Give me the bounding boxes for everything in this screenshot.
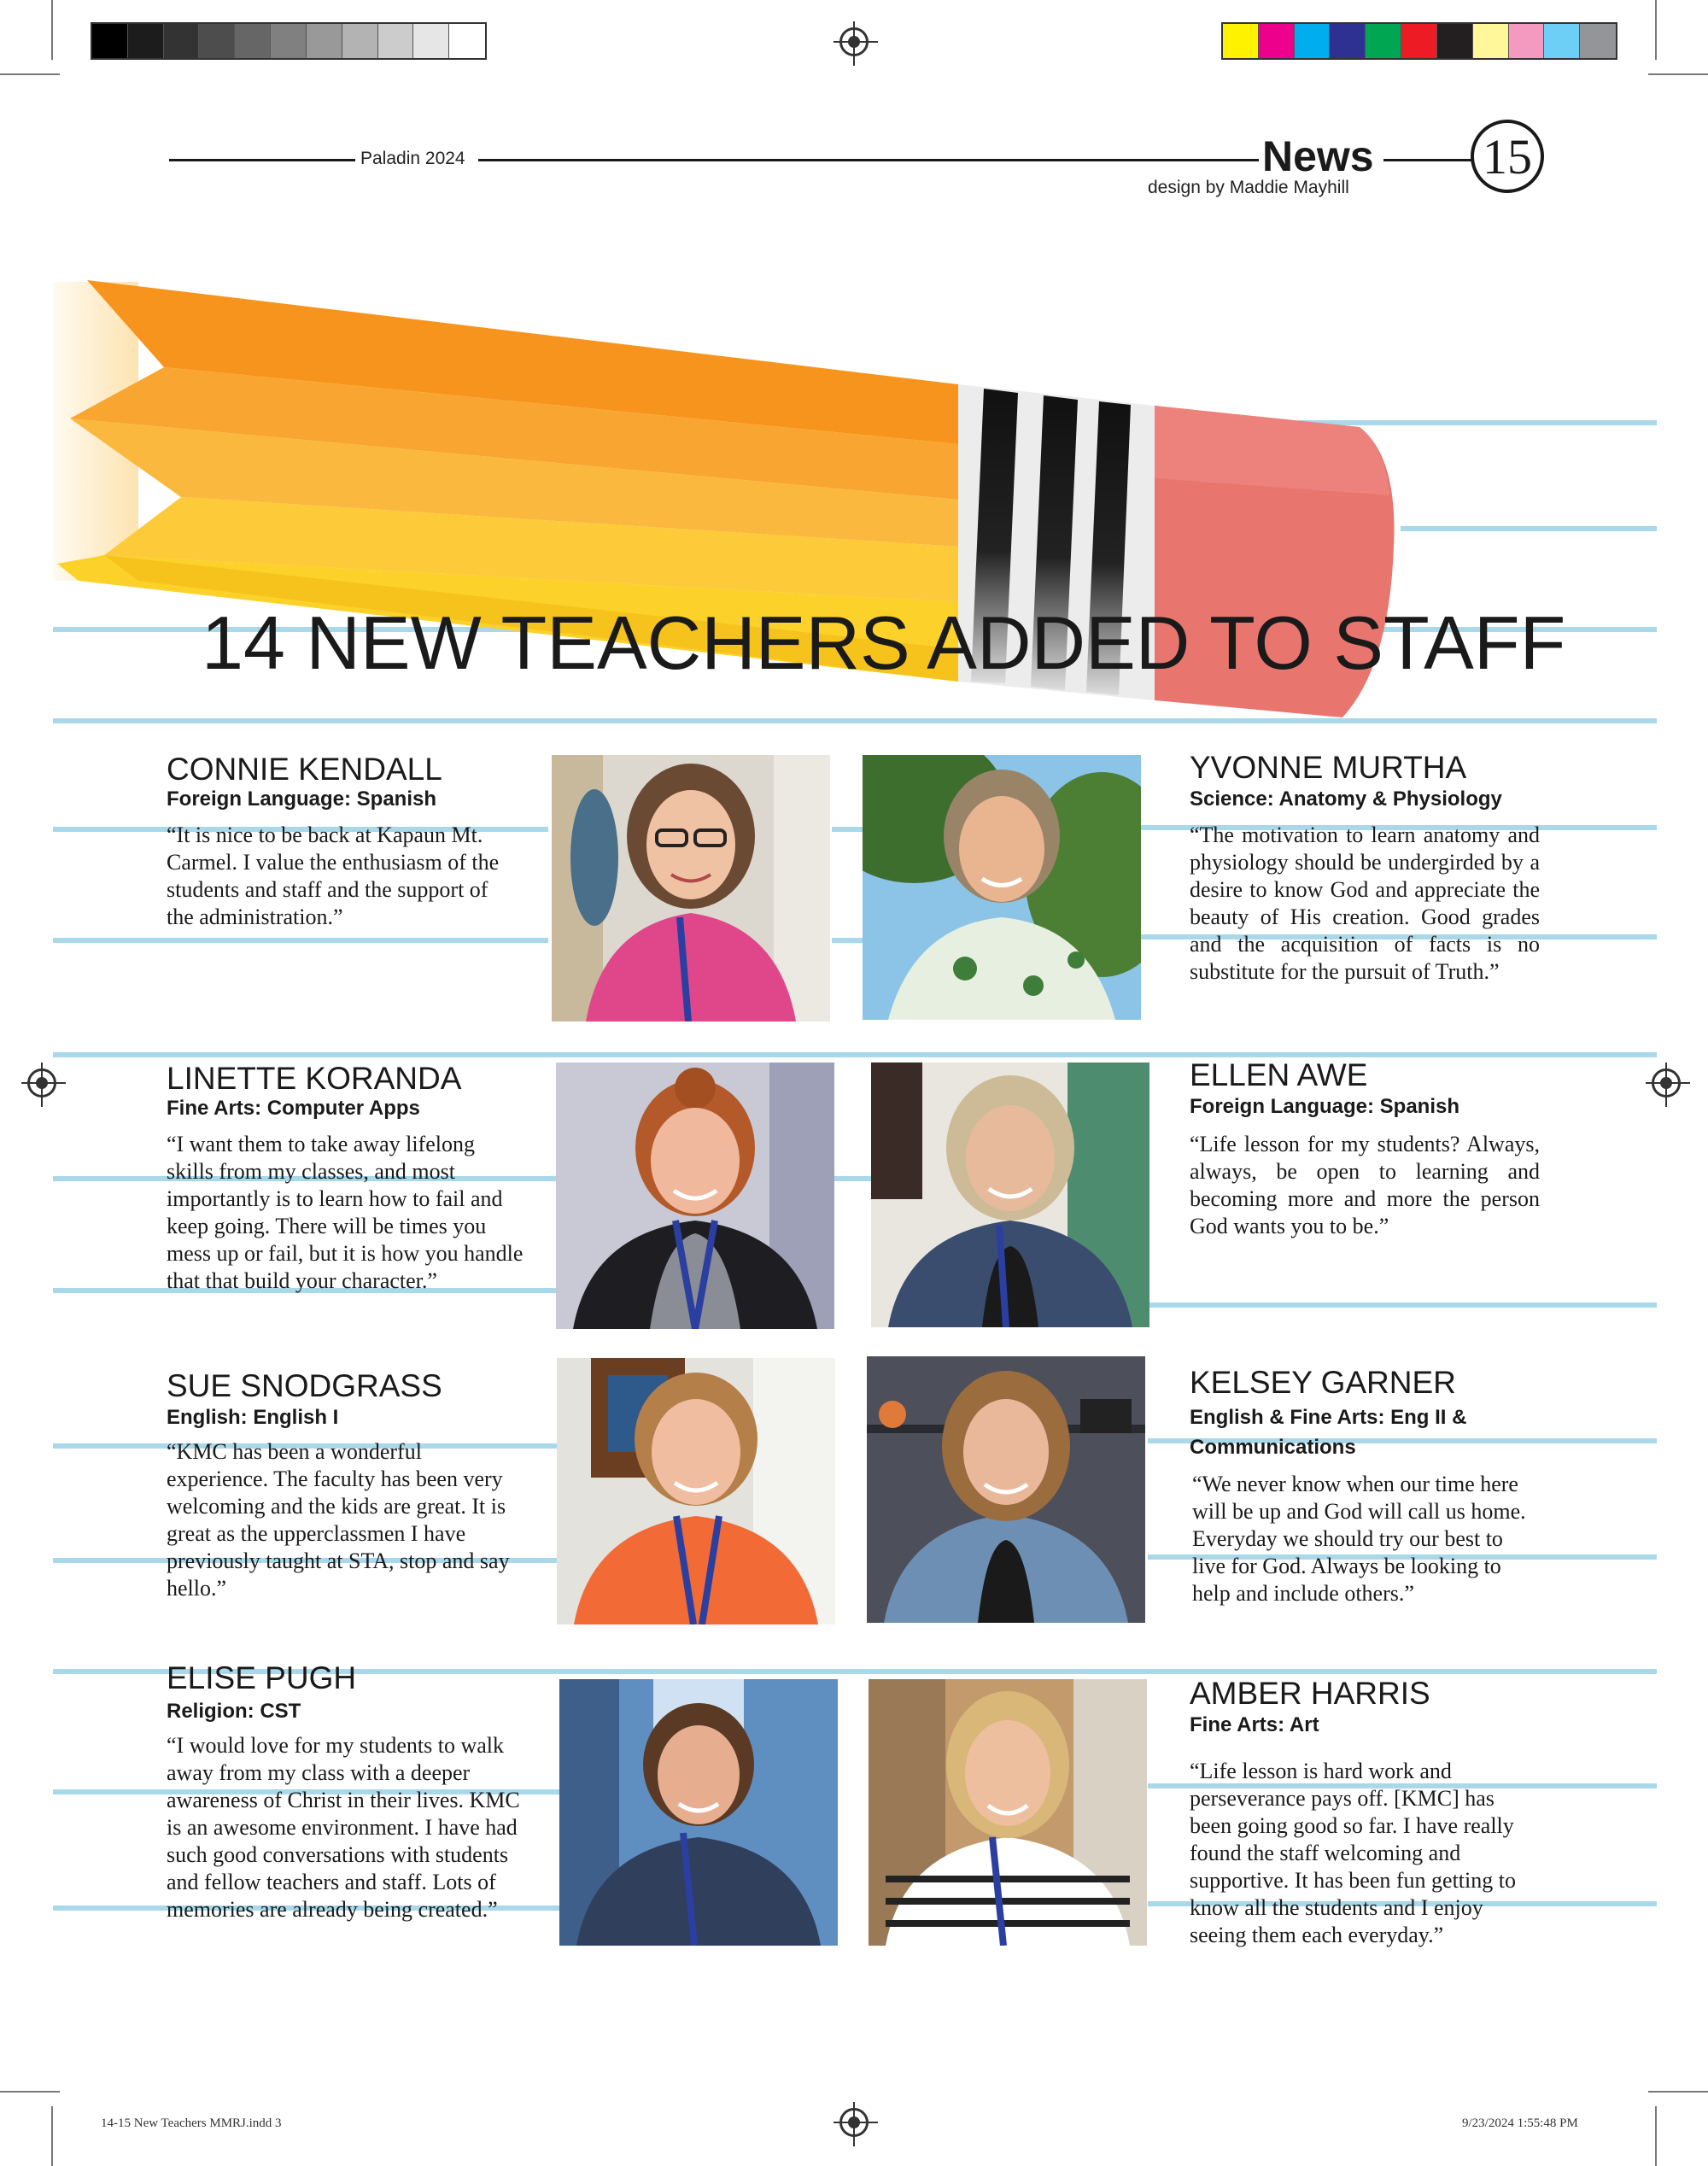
section-title: News	[1262, 132, 1374, 180]
header-rule-left	[169, 159, 355, 161]
teacher-name: SUE SNODGRASS	[167, 1368, 442, 1403]
design-credit: design by Maddie Mayhill	[1148, 178, 1349, 197]
publication-name: Paladin 2024	[360, 149, 465, 168]
teacher-subject: Foreign Language: Spanish	[1190, 1095, 1460, 1118]
teacher-subject: English & Fine Arts: Eng II & Communications	[1190, 1406, 1467, 1459]
teacher-name: CONNIE KENDALL	[167, 752, 442, 787]
header-rule-middle	[478, 159, 1259, 161]
teacher-quote: “I want them to take away lifelong skills from my classes, and most importantly is to learn how to fail and keep going. There will be times you mess up or fail, but it is how you handle that that build your character.”	[167, 1132, 524, 1293]
registration-mark-left-icon	[27, 1068, 56, 1098]
teacher-subject: Fine Arts: Art	[1190, 1713, 1319, 1736]
teacher-quote: “Life lesson is hard work and perseverance pays off. [KMC] has been going good so far. I have really found the staff welcoming and supportive. It has been fun getting to know all the students and I enjoy seeing them each everyday.”	[1190, 1759, 1516, 1947]
teacher-quote: “KMC has been a wonderful experience. The faculty has been very welcoming and the kids are great. It is great as the upperclassmen I have previously taught at STA, stop and say hello.”	[167, 1439, 510, 1601]
registration-mark-bottom-icon	[839, 2108, 869, 2137]
teacher-photo	[863, 755, 1141, 1020]
teacher-photo	[552, 755, 830, 1022]
teacher-name: ELISE PUGH	[167, 1660, 357, 1695]
teacher-subject: English: English I	[167, 1406, 339, 1429]
slug-file-name: 14-15 New Teachers MMRJ.indd 3	[101, 2116, 282, 2130]
teacher-photo	[556, 1063, 834, 1329]
teacher-quote: “It is nice to be back at Kapaun Mt. Carmel. I value the enthusiasm of the students and staff and the support of the administration.”	[167, 822, 500, 929]
page-number: 15	[1471, 120, 1544, 193]
teacher-quote: “The motivation to learn anatomy and physiology should be undergirded by a desire to know God and appreciate the beauty of His creation. Good grades and the acquisition of facts is no substitute for the pursuit of Truth.”	[1190, 822, 1540, 984]
registration-mark-right-icon	[1652, 1068, 1681, 1098]
teacher-name: ELLEN AWE	[1190, 1057, 1368, 1092]
teacher-quote: “I would love for my students to walk away from my class with a deeper awareness of Christ in their lives. KMC is an awesome environment. I have had such good conversations with students and fellow teachers and staff. Lots of memories are already being created.”	[167, 1733, 520, 1922]
teacher-subject: Fine Arts: Computer Apps	[167, 1097, 420, 1120]
teacher-name: KELSEY GARNER	[1190, 1365, 1456, 1400]
teacher-subject: Foreign Language: Spanish	[167, 787, 437, 811]
teacher-quote: “Life lesson for my students? Always, always, be open to learning and becoming more and more the person God wants you to be.”	[1190, 1132, 1540, 1238]
teacher-photo	[867, 1356, 1145, 1623]
teacher-photo	[869, 1679, 1147, 1946]
teacher-photo	[559, 1679, 838, 1946]
slug-timestamp: 9/23/2024 1:55:48 PM	[1462, 2116, 1578, 2130]
teacher-photo	[557, 1358, 835, 1624]
teacher-subject: Religion: CST	[167, 1700, 301, 1723]
header-rule-right	[1383, 159, 1472, 161]
registration-mark-top-icon	[839, 27, 869, 56]
teacher-name: AMBER HARRIS	[1190, 1676, 1430, 1711]
teacher-quote: “We never know when our time here will be up and God will call us home. Everyday we should try our best to live for God. Always be looking to help and include others.”	[1192, 1472, 1526, 1606]
teacher-photo	[871, 1063, 1149, 1327]
headline: 14 NEW TEACHERS ADDED TO STAFF	[202, 600, 1566, 685]
teacher-name: LINETTE KORANDA	[167, 1061, 462, 1096]
teacher-name: YVONNE MURTHA	[1190, 750, 1467, 785]
teacher-subject: Science: Anatomy & Physiology	[1190, 787, 1502, 811]
